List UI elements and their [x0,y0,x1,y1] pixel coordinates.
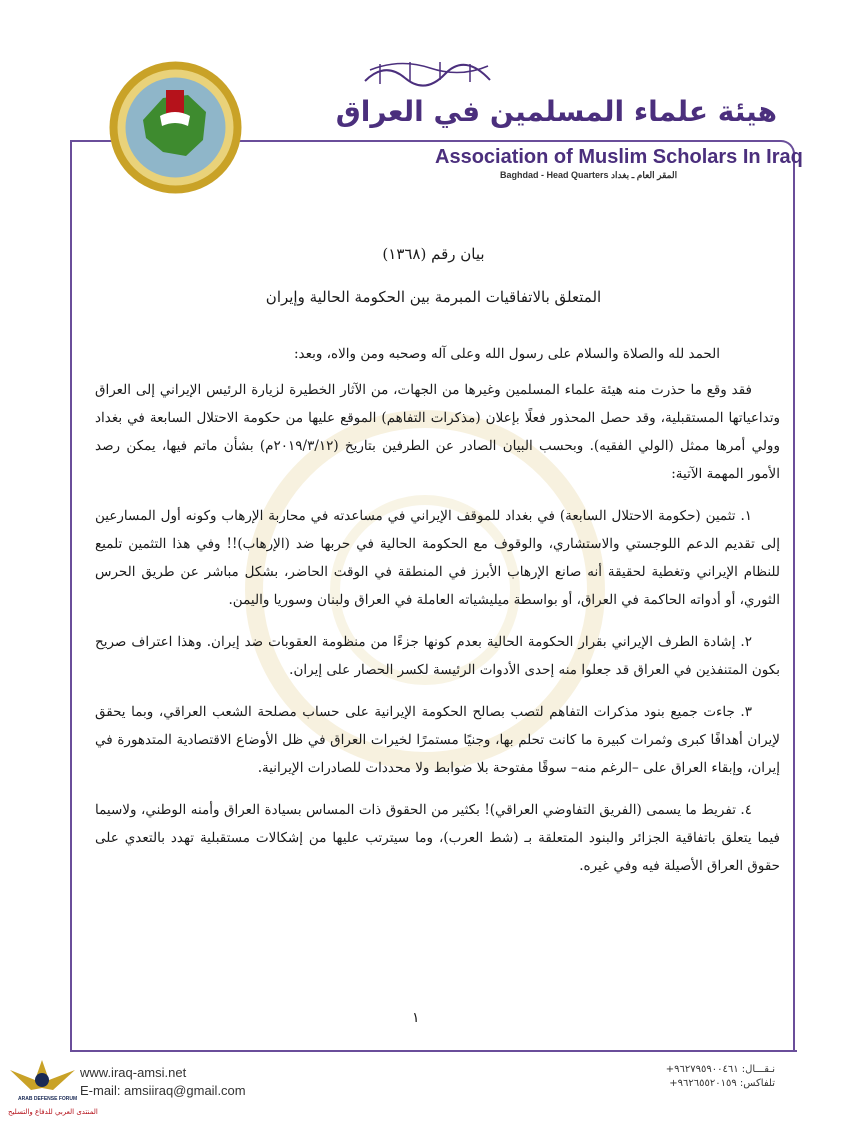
statement-body [95,340,780,894]
headquarters-line: Baghdad - Head Quarters المقر العام ـ بغداد [500,170,678,180]
english-organization-name: Association of Muslim Scholars In Iraq [435,146,803,168]
email-link[interactable]: E-mail: amsiiraq@gmail.com [80,1083,246,1098]
website-link[interactable]: www.iraq-amsi.net [80,1065,187,1080]
statement-subject: المتعلق بالاتفاقيات المبرمة بين الحكومة الحالية وإيران [265,288,602,306]
page-number: ١ [412,1010,420,1026]
point-2: ٢. إشادة الطرف الإيراني بقرار الحكومة الحالية بعدم كونها جزءًا من منظومة العقوبات ضد إيران. وهذا اعتراف صريح بكون المتنفذين في العراق قد جعلوا منه إحدى الأدوات الرئيسة لكسر الحصار على إيران. [95,634,780,678]
badge-arabic-text: المنتدى العربي للدفاع والتسليح [8,1108,98,1116]
statement-number: بيان رقم (١٣٦٨) [382,245,485,263]
mobile-number: نـقـــال: ٩٦٢٧٩٥٩٠٠٤٦١+ [665,1064,775,1075]
point-4: ٤. تفريط ما يسمى (الفريق التفاوضي العراقي)! بكثير من الحقوق ذات المساس بسيادة العراق وأمنه الوطني، ولاسيما فيما يتعلق باتفاقية الجزائر والبنود المتعلقة بـ (شط العرب)، وما سيترتب عليها من إشكالات مستقبلية تهدد بالتعدي على حقوق العراق الأصيلة فيه وفي غيره. [95,802,780,874]
intro-paragraph: فقد وقع ما حذرت منه هيئة علماء المسلمين وغيرها من الجهات، من الآثار الخطيرة لزيارة الرئيس الإيراني إلى العراق وتداعياتها المستقبلية، وقد حصل المحذور فعلًا بإعلان (مذكرات التفاهم) الموقع عليها من حكومة الاحتلال السابعة في بغداد وولي أمرها ممثل (الولي الفقيه). وبحسب البيان الصادر عن الطرفين بتاريخ (٢٠١٩/٣/١٢م) بشأن ماتم فيها، يمكن رصد الأمور المهمة الآتية: [95,382,780,482]
association-logo-icon [108,60,243,195]
point-3: ٣. جاءت جميع بنود مذكرات التفاهم لتصب بصالح الحكومة الإيرانية على حساب مصلحة الشعب العراقي، وبما يحقق لإيران أهدافًا كبرى وثمرات كبيرة ما كانت تحلم بها، وجنيًا مستمرًا لخيرات العراق في ظل الأوضاع الاقتصادية المتدهورة في إيران، وإبقاء العراق على –الرغم منه– سوقًا مفتوحة بلا ضوابط ولا محددات للصادرات الإيرانية. [95,704,780,776]
point-1: ١. تثمين (حكومة الاحتلال السابعة) في بغداد للموقف الإيراني في مساعدته في محاربة الإرهاب وكونه أول المسارعين إلى تقديم الدعم اللوجستي والاستشاري، والوقوف مع الحكومة الحالية في حربها ضد (الإرهاب)!! وفي هذا التثمين تلميع للنظام الإيراني وتغطية لحقيقة أنه صانع الإرهاب الأبرز في المنطقة في الوقت الحاضر، بشكل مباشر عن طريق الحرس الثوري، أو أدواته الحاكمة في العراق، أو بواسطة ميليشياته العاملة في العراق ولبنان وسوريا واليمن. [95,508,780,608]
fax-number: تلفاكس: ٩٦٢٦٥٥٢٠١٥٩+ [669,1078,775,1089]
opening-paragraph: الحمد لله والصلاة والسلام على رسول الله وعلى آله وصحبه ومن والاه، وبعد: [293,346,720,362]
arabic-organization-name: هيئة علماء المسلمين في العراق [335,95,777,128]
footer-rule [70,1050,797,1052]
badge-english-text: ARAB DEFENSE FORUM [18,1096,78,1102]
basmala-calligraphy [360,56,500,90]
